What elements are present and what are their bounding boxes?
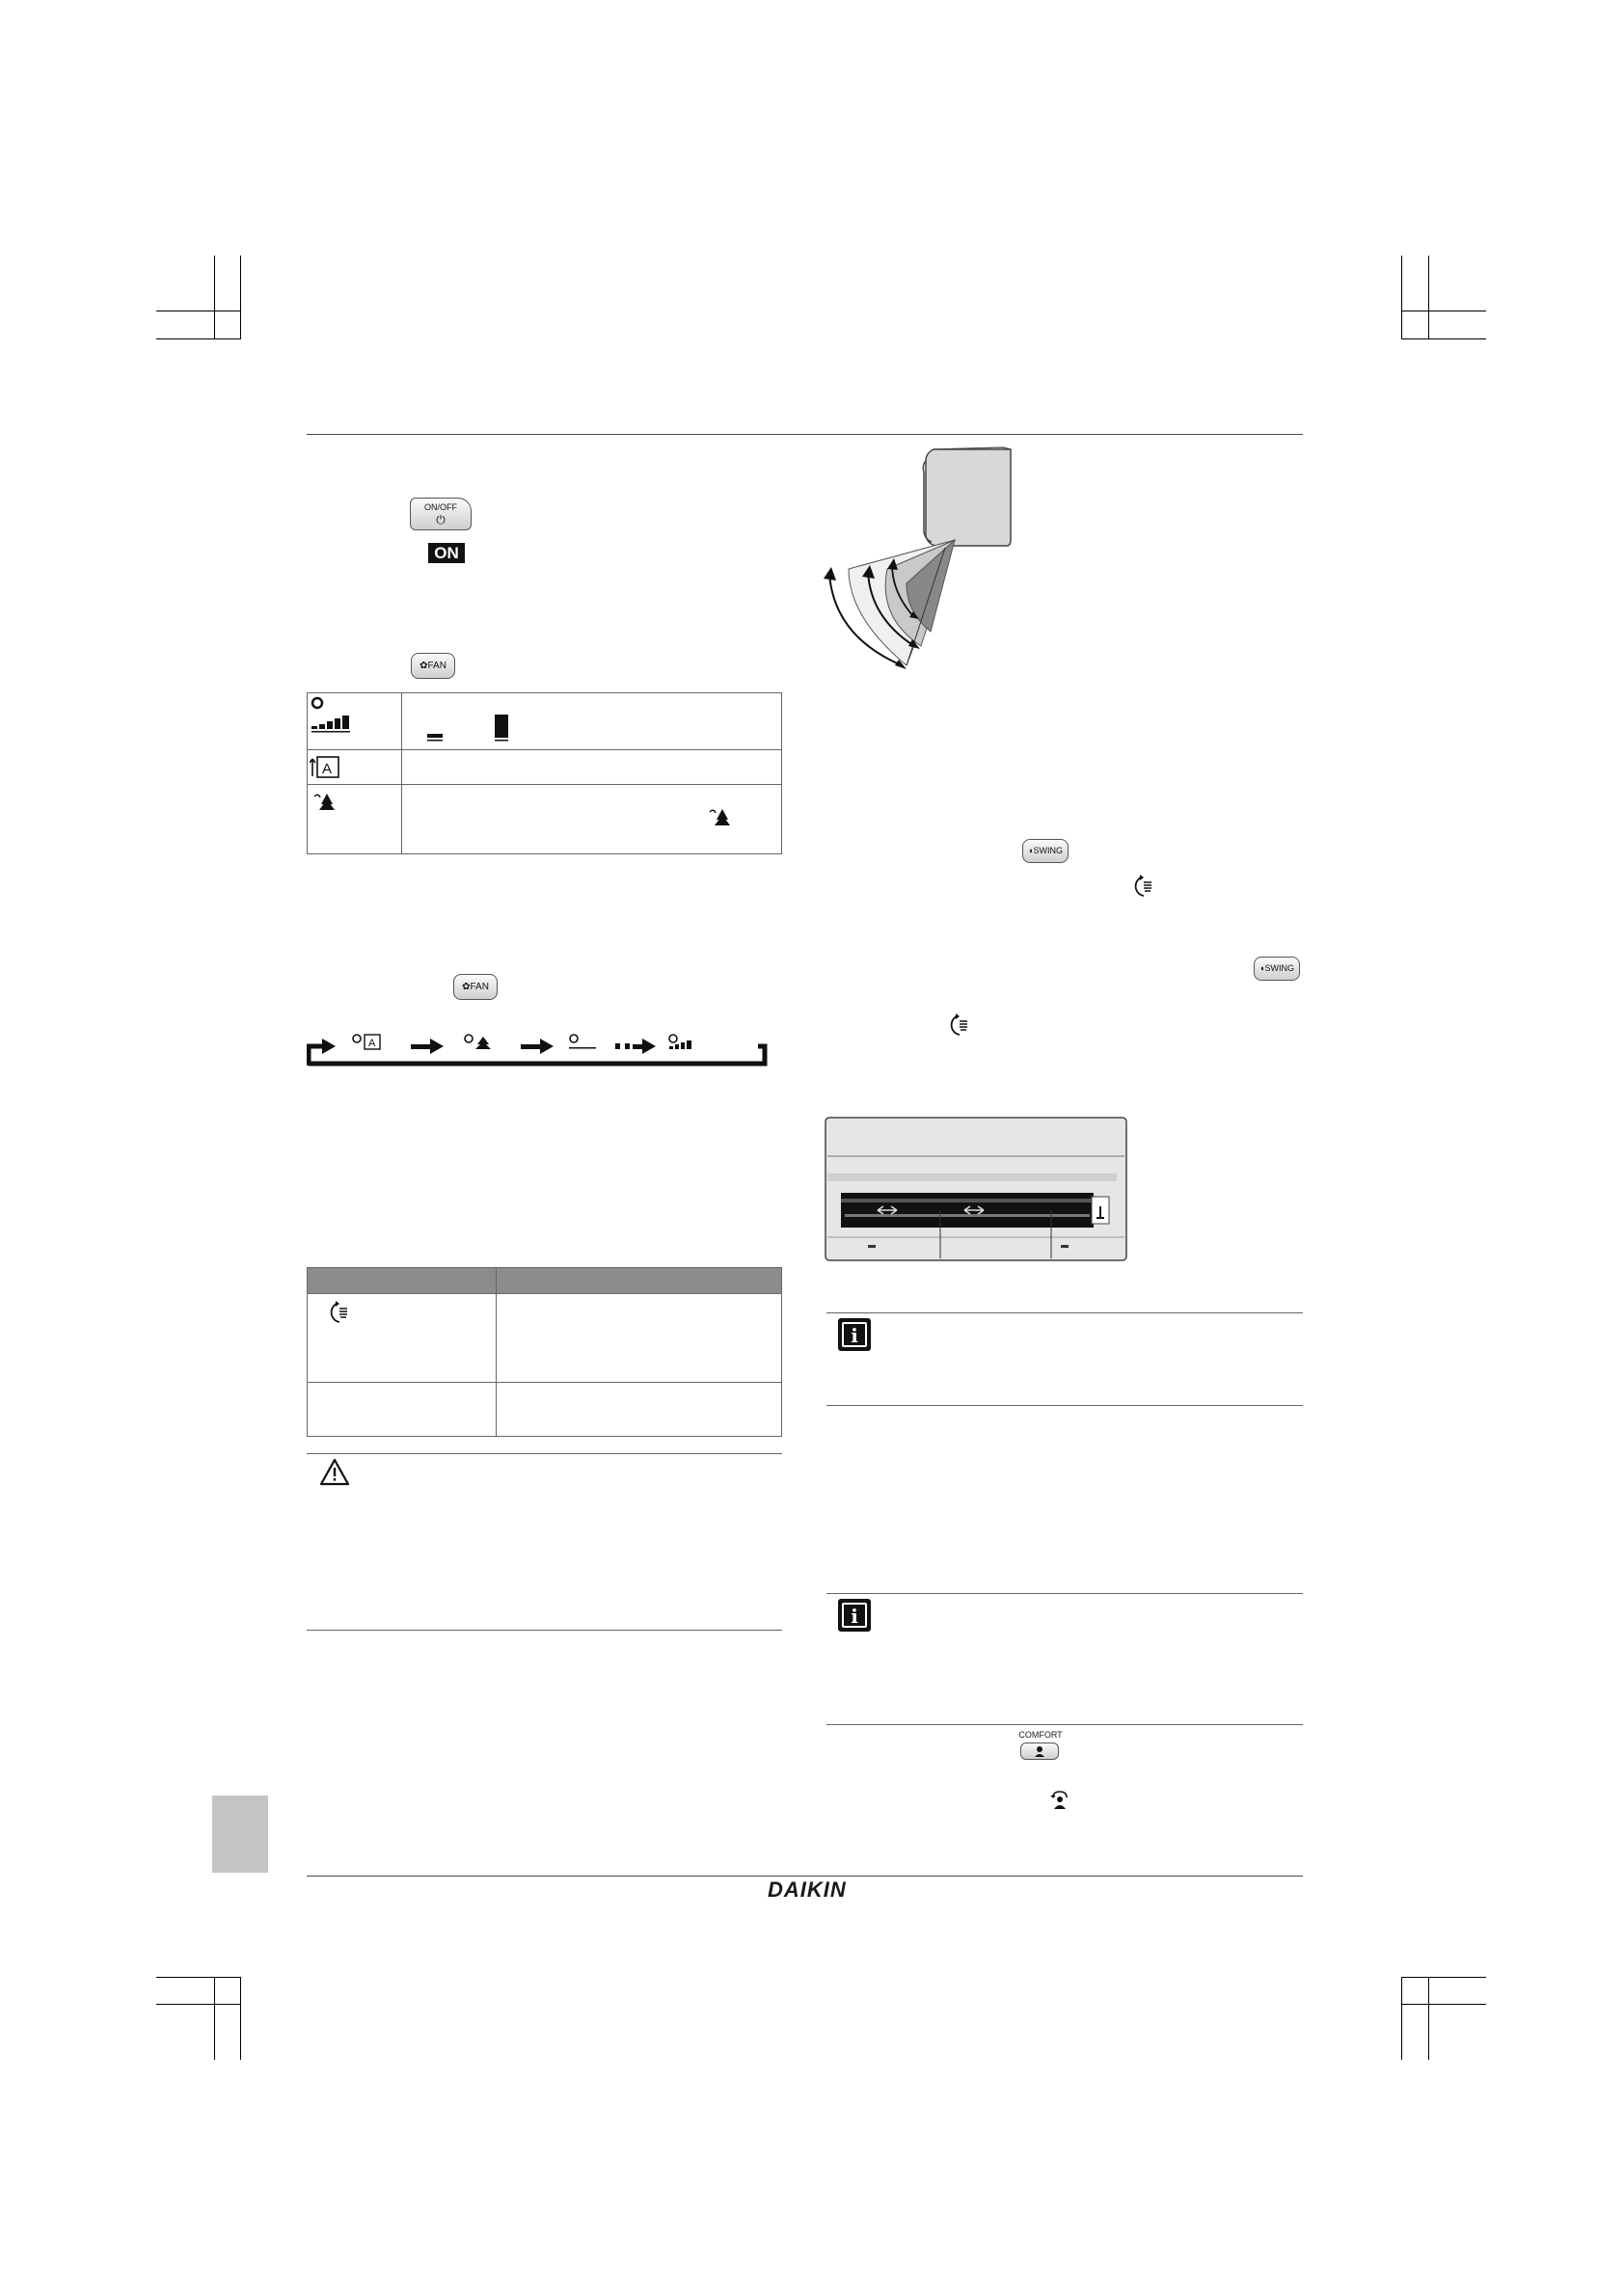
svg-text:A: A (368, 1038, 376, 1049)
on-indicator-text: ON (434, 544, 459, 562)
quiet-fan-icon (707, 806, 736, 829)
table-header-row (308, 1268, 782, 1294)
fan-speed-bars-icon (569, 1035, 596, 1049)
svg-text:A: A (322, 761, 333, 777)
quiet-fan-icon (311, 791, 340, 814)
fan-speed-range-icon (427, 703, 543, 751)
info-icon: i (838, 1318, 871, 1351)
info-bottom-rule (826, 1724, 1303, 1725)
swing-button[interactable] (1022, 839, 1069, 863)
power-icon: ⏻ (436, 513, 446, 527)
swing-button-label: SWING (1264, 963, 1294, 973)
airflow-angle-illustration (810, 444, 1061, 675)
comfort-icon (1033, 1744, 1046, 1758)
table-row (308, 750, 782, 785)
info-top-rule (826, 1312, 1303, 1313)
info-icon: i (838, 1599, 871, 1632)
swing-icon: ◖ (1259, 963, 1265, 973)
header-rule (307, 434, 1303, 435)
comfort-button[interactable] (1020, 1742, 1059, 1760)
swing-table (307, 1267, 782, 1437)
comfort-button-group (1016, 1730, 1065, 1758)
indoor-unit-front-illustration (820, 1114, 1133, 1268)
arrow-right-icon (521, 1039, 554, 1054)
daikin-logo: DAIKIN (768, 1877, 847, 1902)
table-row (308, 785, 782, 854)
table-row (308, 693, 782, 750)
quiet-fan-icon (465, 1035, 491, 1049)
swing-icon: ◖ (1028, 846, 1034, 855)
swing-icon (327, 1300, 350, 1325)
fan-button-label: FAN (427, 661, 447, 671)
auto-fan-icon (353, 1035, 380, 1049)
fan-button-label: FAN (470, 982, 489, 992)
warning-icon (319, 1458, 350, 1487)
on-indicator (428, 543, 465, 563)
fan-button[interactable] (453, 974, 498, 1000)
side-tab (212, 1796, 268, 1873)
fan-icon: ✿ (462, 982, 471, 992)
swing-icon (947, 1013, 970, 1038)
fan-speed-bars-icon (669, 1035, 691, 1049)
fan-speed-bars-icon (310, 695, 367, 734)
onoff-button[interactable] (410, 498, 472, 530)
table-row (308, 1383, 782, 1437)
comfort-icon (1049, 1790, 1070, 1811)
fan-button[interactable] (411, 653, 455, 679)
onoff-label: ON/OFF (424, 502, 457, 512)
info-top-rule (826, 1593, 1303, 1594)
swing-icon (1131, 874, 1154, 899)
table-row (308, 1294, 782, 1383)
fan-settings-table (307, 692, 782, 854)
auto-fan-icon (310, 755, 342, 780)
swing-button[interactable] (1254, 957, 1300, 981)
arrow-right-icon (615, 1039, 656, 1054)
swing-button-label: SWING (1033, 846, 1063, 855)
info-bottom-rule (826, 1405, 1303, 1406)
fan-icon: ✿ (420, 661, 428, 671)
arrow-right-icon (411, 1039, 444, 1054)
warning-top-rule (307, 1453, 782, 1454)
comfort-label: COMFORT (1018, 1730, 1063, 1740)
fan-cycle-diagram (307, 1029, 779, 1067)
warning-bottom-rule (307, 1630, 782, 1631)
footer-rule (307, 1876, 1303, 1877)
